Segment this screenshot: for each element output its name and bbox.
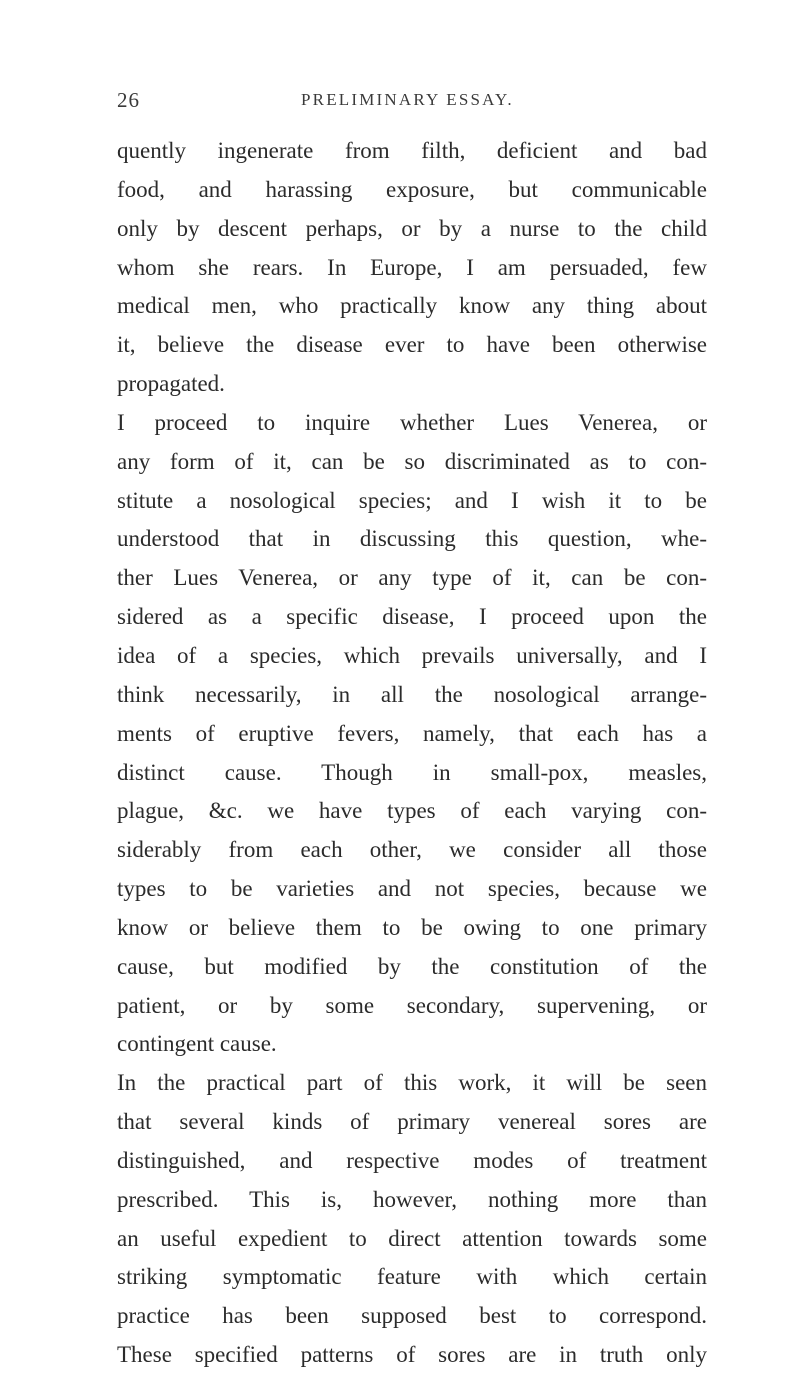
text-line: siderably from each other, we consider all those <box>117 837 707 863</box>
text-line: distinguished, and respective modes of treatment <box>117 1147 707 1173</box>
text-line: types to be varieties and not species, because we <box>117 876 707 902</box>
text-line: contingent cause. <box>117 1031 277 1057</box>
text-line: striking symptomatic feature with which certain <box>117 1264 707 1290</box>
text-line: sidered as a specific disease, I proceed upon the <box>117 604 707 630</box>
text-line: plague, &c. we have types of each varying con- <box>117 798 707 824</box>
text-line: stitute a nosological species; and I wish it to be <box>117 487 707 513</box>
text-line: patient, or by some secondary, supervening, or <box>117 992 707 1018</box>
text-line: propagated. <box>117 371 225 397</box>
text-line: whom she rears. In Europe, I am persuaded, few <box>117 254 707 280</box>
text-line: distinct cause. Though in small-pox, measles, <box>117 759 707 785</box>
text-line: that several kinds of primary venereal sores are <box>117 1109 707 1135</box>
text-line: I proceed to inquire whether Lues Venerea, or <box>117 409 707 435</box>
text-line: understood that in discussing this question, whe- <box>117 526 707 552</box>
text-line: ments of eruptive fevers, namely, that each has a <box>117 720 707 746</box>
text-line: it, believe the disease ever to have been otherwise <box>117 332 707 358</box>
text-line: an useful expedient to direct attention towards some <box>117 1225 707 1251</box>
text-line: These specified patterns of sores are in truth only <box>117 1342 707 1368</box>
text-line: know or believe them to be owing to one primary <box>117 914 707 940</box>
text-line: idea of a species, which prevails universally, and I <box>117 642 707 668</box>
text-line: any form of it, can be so discriminated as to con- <box>117 448 707 474</box>
text-line: quently ingenerate from filth, deficient and bad <box>117 138 707 163</box>
text-line: ther Lues Venerea, or any type of it, can be con- <box>117 565 707 591</box>
running-head <box>117 88 703 118</box>
body-text <box>117 132 707 1375</box>
text-line: In the practical part of this work, it will be seen <box>117 1070 707 1096</box>
text-line: food, and harassing exposure, but communicable <box>117 176 707 202</box>
text-line: cause, but modified by the constitution of the <box>117 953 707 979</box>
text-line: only by descent perhaps, or by a nurse to the child <box>117 215 707 241</box>
page-number: 26 <box>117 88 140 112</box>
running-title: PRELIMINARY ESSAY. <box>301 90 514 109</box>
text-line: prescribed. This is, however, nothing more than <box>117 1186 707 1212</box>
text-line: practice has been supposed best to correspond. <box>117 1303 707 1329</box>
text-line: medical men, who practically know any thing about <box>117 293 707 319</box>
text-line: think necessarily, in all the nosological arrange- <box>117 681 707 707</box>
